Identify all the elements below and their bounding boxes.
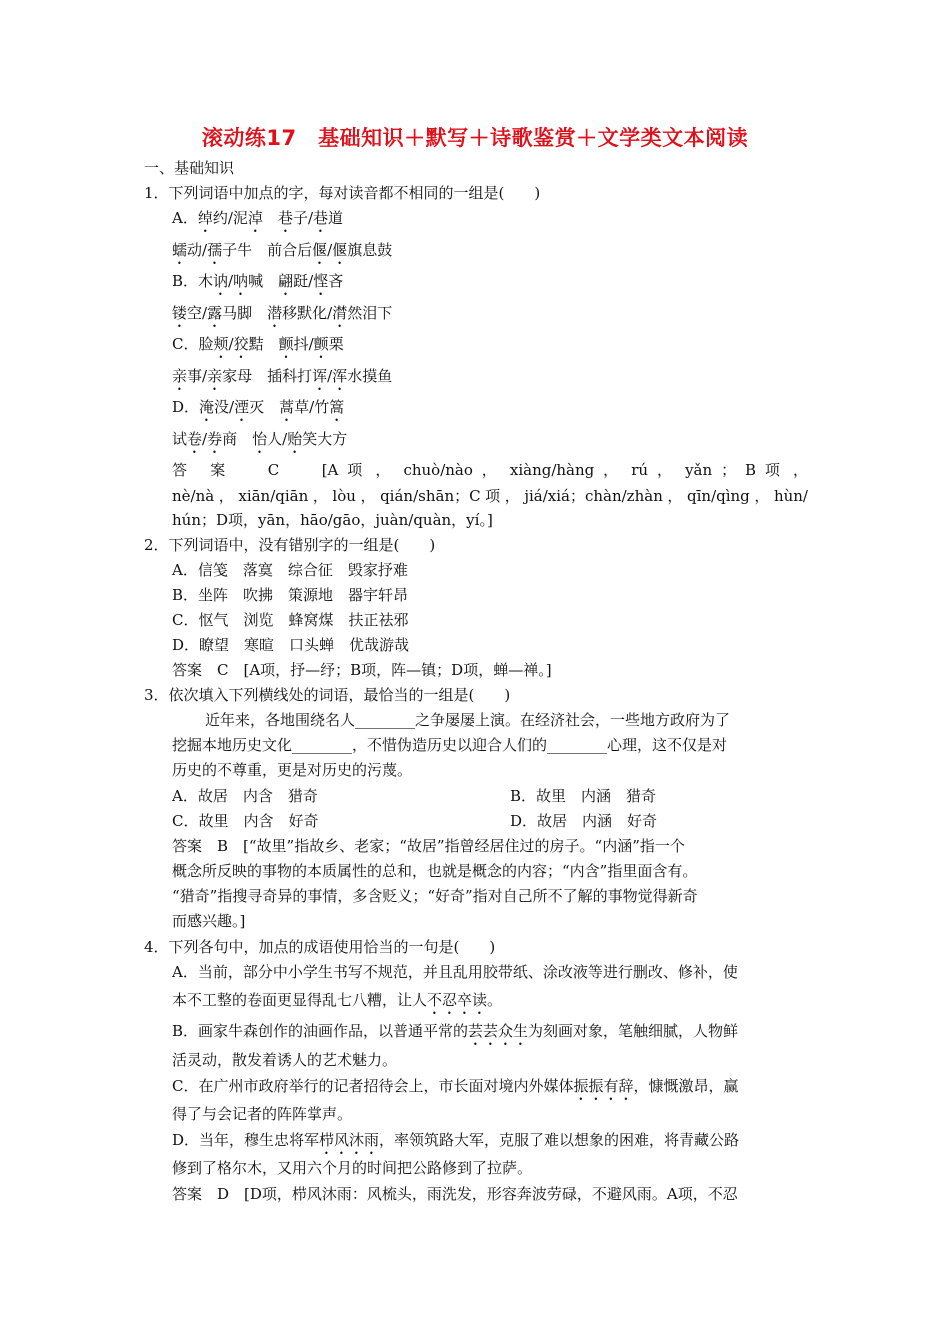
q1-option-b-line1: B．木讷/呐喊 翩跹/悭吝: [172, 272, 344, 290]
q4-option-a-line1: A．当前，部分中小学生书写不规范，并且乱用胶带纸、涂改液等进行删改、修补，使: [172, 963, 738, 981]
q4-answer-line1: 答案 D [D项，栉风沐雨：风梳头，雨洗发，形容奔波劳碌，不避风雨。A项，不忍: [172, 1185, 738, 1203]
q3-option-d: D．故居 内涵 好奇: [510, 812, 658, 830]
q1-option-d-line1: D．淹没/湮灭 蒿草/竹篙: [172, 398, 345, 416]
q3-passage-line3: 历史的不尊重，更是对历史的污蔑。: [172, 761, 413, 779]
q1-option-d-line2: 试卷/券商 怡人/贻笑大方: [172, 430, 348, 448]
q4-option-d-line2: 修到了格尔木，又用六个月的时间把公路修到了拉萨。: [172, 1159, 533, 1177]
q4-option-b-line1: B．画家牛森创作的油画作品，以普通平常的芸芸众生为刻画对象，笔触细腻，人物鲜: [172, 1022, 739, 1040]
q1-answer-line1: 答 案 C [A 项 ， chuò/nào ， xiàng/hàng ， rú ， yǎn ； B 项 ，: [172, 461, 808, 479]
q4-option-c-line1: C．在广州市政府举行的记者招待会上，市长面对境内外媒体振振有辞，慷慨激昂，赢: [172, 1077, 739, 1095]
q3-option-c: C．故里 内含 好奇: [172, 812, 319, 830]
q3-answer-line3: “猎奇”指搜寻奇异的事情，多含贬义；“好奇”指对自己所不了解的事物觉得新奇: [172, 887, 698, 905]
q4-stem: 4．下列各句中，加点的成语使用恰当的一句是( ): [144, 938, 496, 956]
section-heading: 一、基础知识: [144, 159, 235, 177]
q2-option-b: B．坐阵 吹拂 策源地 器宇轩昂: [172, 586, 409, 604]
q1-option-c-line1: C．脸颊/狡黠 颤抖/颤栗: [172, 335, 344, 353]
q4-option-a-line2: 本不工整的卷面更显得乱七八糟，让人不忍卒读。: [172, 991, 503, 1009]
q3-passage-line1: 近年来，各地围绕名人________之争屡屡上演。在经济社会，一些地方政府为了: [205, 711, 731, 729]
q3-passage-line2: 挖掘本地历史文化________，不惜伪造历史以迎合人们的________心理，这不仅是对: [172, 736, 728, 754]
q3-option-b: B．故里 内涵 猎奇: [510, 787, 657, 805]
q1-stem: 1．下列词语中加点的字，每对读音都不相同的一组是( ): [144, 184, 541, 202]
q3-stem: 3．依次填入下列横线处的词语，最恰当的一组是( ): [144, 686, 511, 704]
q1-option-a-line1: A．绰约/泥淖 巷子/巷道: [172, 209, 344, 227]
q3-answer-line1: 答案 B [“故里”指故乡、老家；“故居”指曾经居住过的房子。“内涵”指一个: [172, 837, 685, 855]
q3-answer-line2: 概念所反映的事物的本质属性的总和，也就是概念的内容；“内含”指里面含有。: [172, 862, 698, 880]
q2-option-c: C．怄气 浏览 蜂窝煤 扶正祛邪: [172, 611, 409, 629]
q2-option-d: D．瞭望 寒暄 口头蝉 优哉游哉: [172, 636, 410, 654]
q2-answer: 答案 C [A项，抒—纾；B项，阵—镇；D项，蝉—禅。]: [172, 661, 552, 679]
q1-option-a-line2: 蠕动/孺子牛 前合后偃/偃旗息鼓: [172, 241, 393, 259]
q1-option-b-line2: 镂空/露马脚 潜移默化/潸然泪下: [172, 304, 393, 322]
q3-option-a: A．故居 内含 猎奇: [172, 787, 318, 805]
q3-answer-line4: 而感兴趣。]: [172, 912, 246, 930]
q4-option-d-line1: D．当年，穆生忠将军栉风沐雨，率领筑路大军，克服了难以想象的困难，将青藏公路: [172, 1131, 740, 1149]
q2-option-a: A．信笺 落寞 综合征 毁家抒难: [172, 561, 408, 579]
q2-stem: 2．下列词语中，没有错别字的一组是( ): [144, 536, 436, 554]
q1-answer-line3: hún；D项，yān，hāo/gāo，juàn/quàn，yí。]: [172, 511, 493, 529]
q4-option-c-line2: 得了与会记者的阵阵掌声。: [172, 1105, 353, 1123]
page-title: 滚动练17 基础知识＋默写＋诗歌鉴赏＋文学类文本阅读: [201, 126, 749, 150]
q4-option-b-line2: 活灵动，散发着诱人的艺术魅力。: [172, 1051, 398, 1069]
q1-option-c-line2: 亲事/亲家母 插科打诨/浑水摸鱼: [172, 367, 393, 385]
q1-answer-line2: nè/nà，xiān/qiān，lòu，qián/shān；C项，jiá/xiá；chàn/zhàn，qīn/qìng，hùn/: [172, 487, 808, 505]
